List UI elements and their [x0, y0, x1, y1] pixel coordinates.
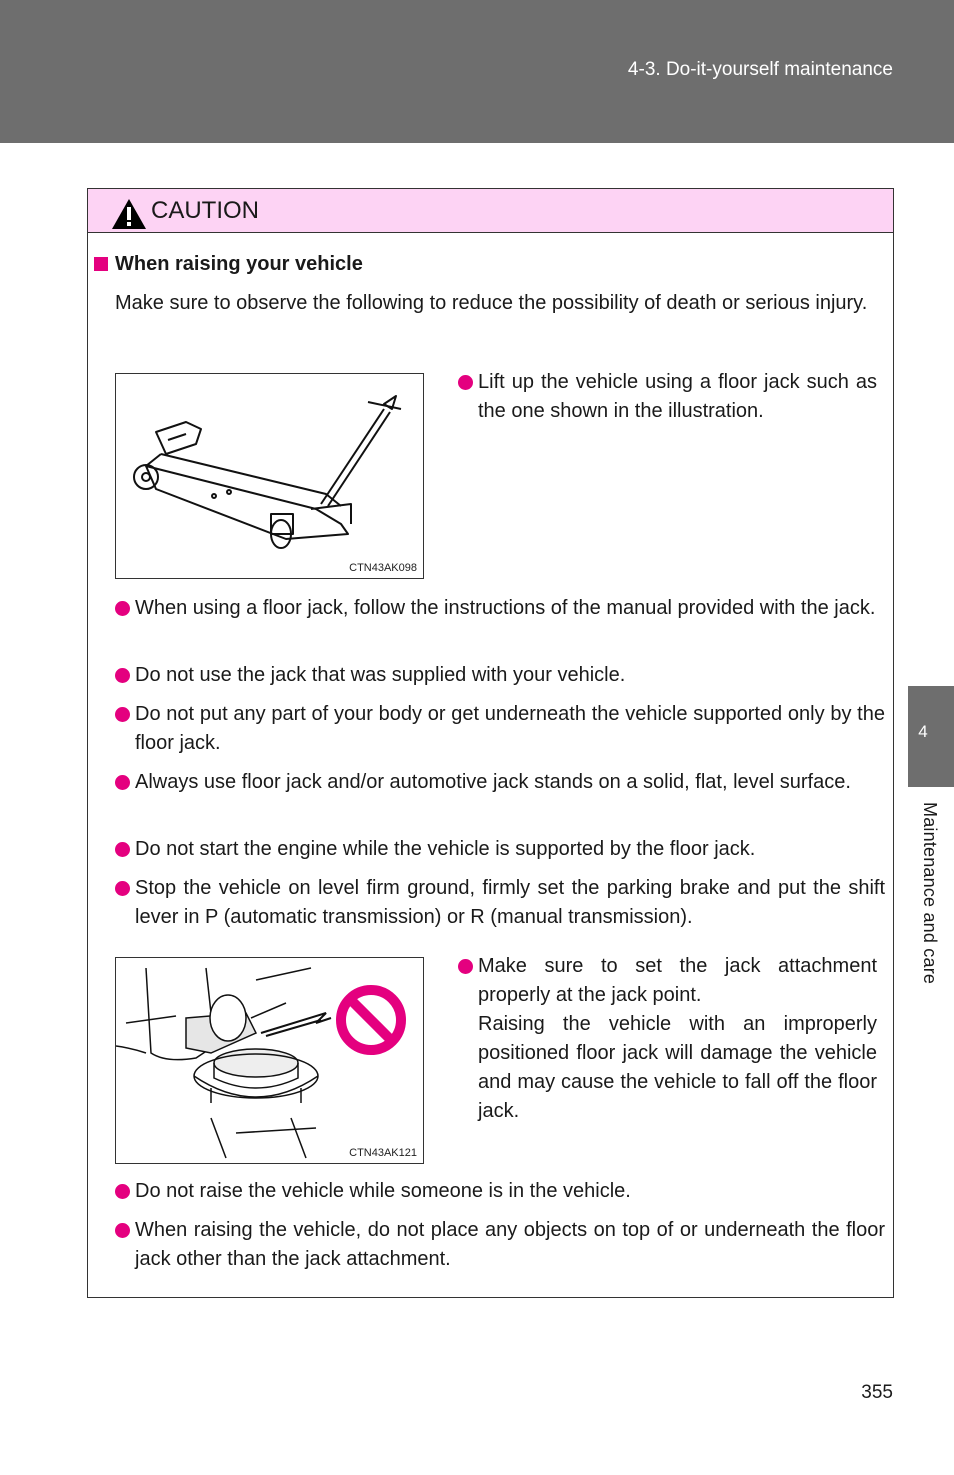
bullet-dot-icon [115, 775, 130, 790]
section-heading [94, 253, 363, 276]
bullet-dot-icon [458, 959, 473, 974]
bullet-dot-icon [458, 375, 473, 390]
bullet-dot-icon [115, 668, 130, 683]
bullet-text: Always use floor jack and/or automotive jack stands on a solid, flat, level surface. [135, 771, 851, 793]
bullet-dot-icon [115, 842, 130, 857]
bullet-item [115, 661, 885, 690]
bullet-text: Do not use the jack that was supplied with your vehicle. [135, 664, 626, 686]
caution-header [88, 189, 893, 233]
bullet-text: When using a floor jack, follow the instructions of the manual provided with the jack. [135, 597, 876, 619]
chapter-number: 4 [918, 722, 928, 741]
bullet-text: Stop the vehicle on level firm ground, firmly set the parking brake and put the shift lever in P (automatic transmission) or R (manual transmission). [135, 877, 885, 928]
bullet-item [115, 700, 885, 758]
caution-box [87, 188, 894, 1298]
bullet-dot-icon [115, 707, 130, 722]
bullet-text: Do not raise the vehicle while someone is in the vehicle. [135, 1180, 631, 1202]
floor-jack-drawing [116, 374, 423, 578]
bullet-dot-icon [115, 1184, 130, 1199]
figure1-bullet [458, 368, 877, 426]
heading-text: When raising your vehicle [115, 253, 363, 275]
figure2-code: CTN43AK121 [349, 1147, 417, 1159]
intro-text: Make sure to observe the following to reduce the possibility of death or serious injury. [115, 292, 868, 314]
prohibition-icon [341, 990, 401, 1050]
heading-square-icon [94, 257, 108, 271]
page-number: 355 [861, 1382, 893, 1403]
bullet-item [115, 1216, 885, 1274]
bullet-text-continued: Raising the vehicle with an improperly positioned floor jack will damage the vehicle and may cause the vehicle to fall off the floor jack. [478, 1013, 877, 1122]
bullet-dot-icon [115, 601, 130, 616]
section-title: 4-3. Do-it-yourself maintenance [627, 59, 893, 80]
chapter-tab [908, 686, 954, 787]
warning-triangle-icon [111, 198, 147, 230]
bullet-text: Make sure to set the jack attachment properly at the jack point. [478, 955, 877, 1006]
bullet-item [115, 594, 885, 623]
bullet-text: Do not put any part of your body or get underneath the vehicle supported only by the floor jack. [135, 703, 885, 754]
bullet-text: Do not start the engine while the vehicle is supported by the floor jack. [135, 838, 756, 860]
chapter-label: Maintenance and care [920, 802, 940, 985]
jack-attachment-drawing [116, 958, 423, 1163]
figure1-code: CTN43AK098 [349, 562, 417, 574]
bullet-dot-icon [115, 881, 130, 896]
bullet-item [115, 768, 885, 797]
figure2-bullet [458, 952, 877, 1126]
bullet-item [115, 874, 885, 932]
caution-title: CAUTION [151, 197, 259, 224]
jack-attachment-illustration [115, 957, 424, 1164]
bullet-item [115, 835, 885, 864]
header-bar [0, 0, 954, 143]
bullet-dot-icon [115, 1223, 130, 1238]
bullet-text: Lift up the vehicle using a floor jack such as the one shown in the illustration. [478, 371, 877, 422]
bullet-item [115, 1177, 885, 1206]
bullet-text: When raising the vehicle, do not place any objects on top of or underneath the floor jack other than the jack attachment. [135, 1219, 885, 1270]
floor-jack-illustration [115, 373, 424, 579]
